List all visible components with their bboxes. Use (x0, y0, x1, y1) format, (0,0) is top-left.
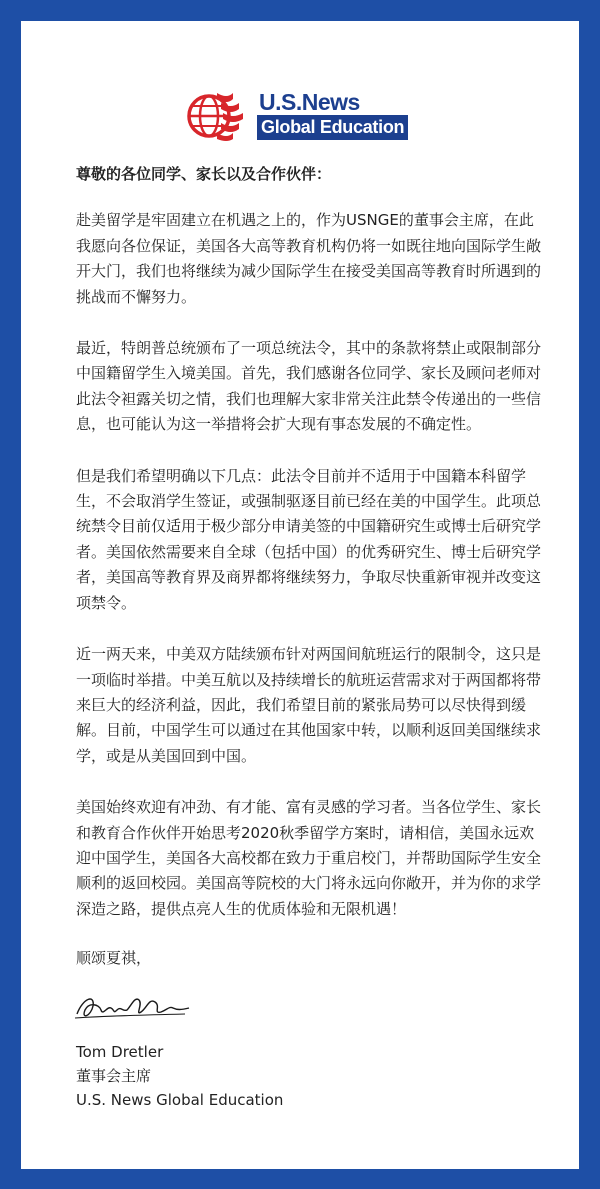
letter-paragraph: 赴美留学是牢固建立在机遇之上的，作为USNGE的董事会主席，在此我愿向各位保证，美国各大高等教育机构仍将一如既往地向国际学生敞开大门，我们也将继续为减少国际学生在接受美国高等教育时所遇到的挑战而不懈努力。 (76, 211, 542, 306)
globe-flag-icon (187, 89, 245, 143)
letter-closing: 顺颂夏祺， (76, 949, 152, 968)
letter-greeting: 尊敬的各位同学、家长以及合作伙伴： (76, 165, 332, 183)
brand-wordmark (257, 90, 439, 142)
letter-body (76, 162, 546, 1112)
signer-organization: U.S. News Global Education (76, 1090, 284, 1109)
brand-line-global-education: Global Education (257, 115, 408, 140)
letter-paragraph: 近一两天来，中美双方陆续颁布针对两国间航班运行的限制令，这只是一项临时举措。中美互航以及持续增长的航班运营需求对于两国都将带来巨大的经济利益，因此，我们希望目前的紧张局势可以尽快得到缓解。目前，中国学生可以通过在其他国家中转，以顺利返回美国继续求学，或是从美国回到中国。 (76, 645, 542, 765)
letter-paragraph: 最近，特朗普总统颁布了一项总统法令，其中的条款将禁止或限制部分中国籍留学生入境美国。首先，我们感谢各位同学、家长及顾问老师对此法令袒露关切之情，我们也理解大家非常关注此禁令传递出的一些信息，也可能认为这一举措将会扩大现有事态发展的不确定性。 (76, 339, 542, 434)
handwritten-signature (73, 984, 193, 1028)
signer-name: Tom Dretler (76, 1042, 164, 1061)
brand-line-usnews: U.S.News (259, 89, 360, 115)
usnews-global-education-logo (161, 73, 441, 155)
letter-page (21, 21, 579, 1169)
letter-paragraph: 美国始终欢迎有冲劲、有才能、富有灵感的学习者。当各位学生、家长和教育合作伙伴开始思考2020秋季留学方案时，请相信，美国永远欢迎中国学生，美国各大高校都在致力于重启校门，并帮助国际学生安全顺利的返回校园。美国高等院校的大门将永远向你敞开，并为你的求学深造之路，提供点亮人生的优质体验和无限机遇！ (76, 798, 542, 918)
signer-block (76, 1040, 546, 1112)
letter-paragraph: 但是我们希望明确以下几点：此法令目前并不适用于中国籍本科留学生，不会取消学生签证，或强制驱逐目前已经在美的中国学生。此项总统禁令目前仅适用于极少部分申请美签的中国籍研究生或博士后研究学者。美国依然需要来自全球（包括中国）的优秀研究生、博士后研究学者，美国高等教育界及商界都将继续努力，争取尽快重新审视并改变这项禁令。 (76, 466, 542, 612)
signer-title: 董事会主席 (76, 1066, 152, 1085)
